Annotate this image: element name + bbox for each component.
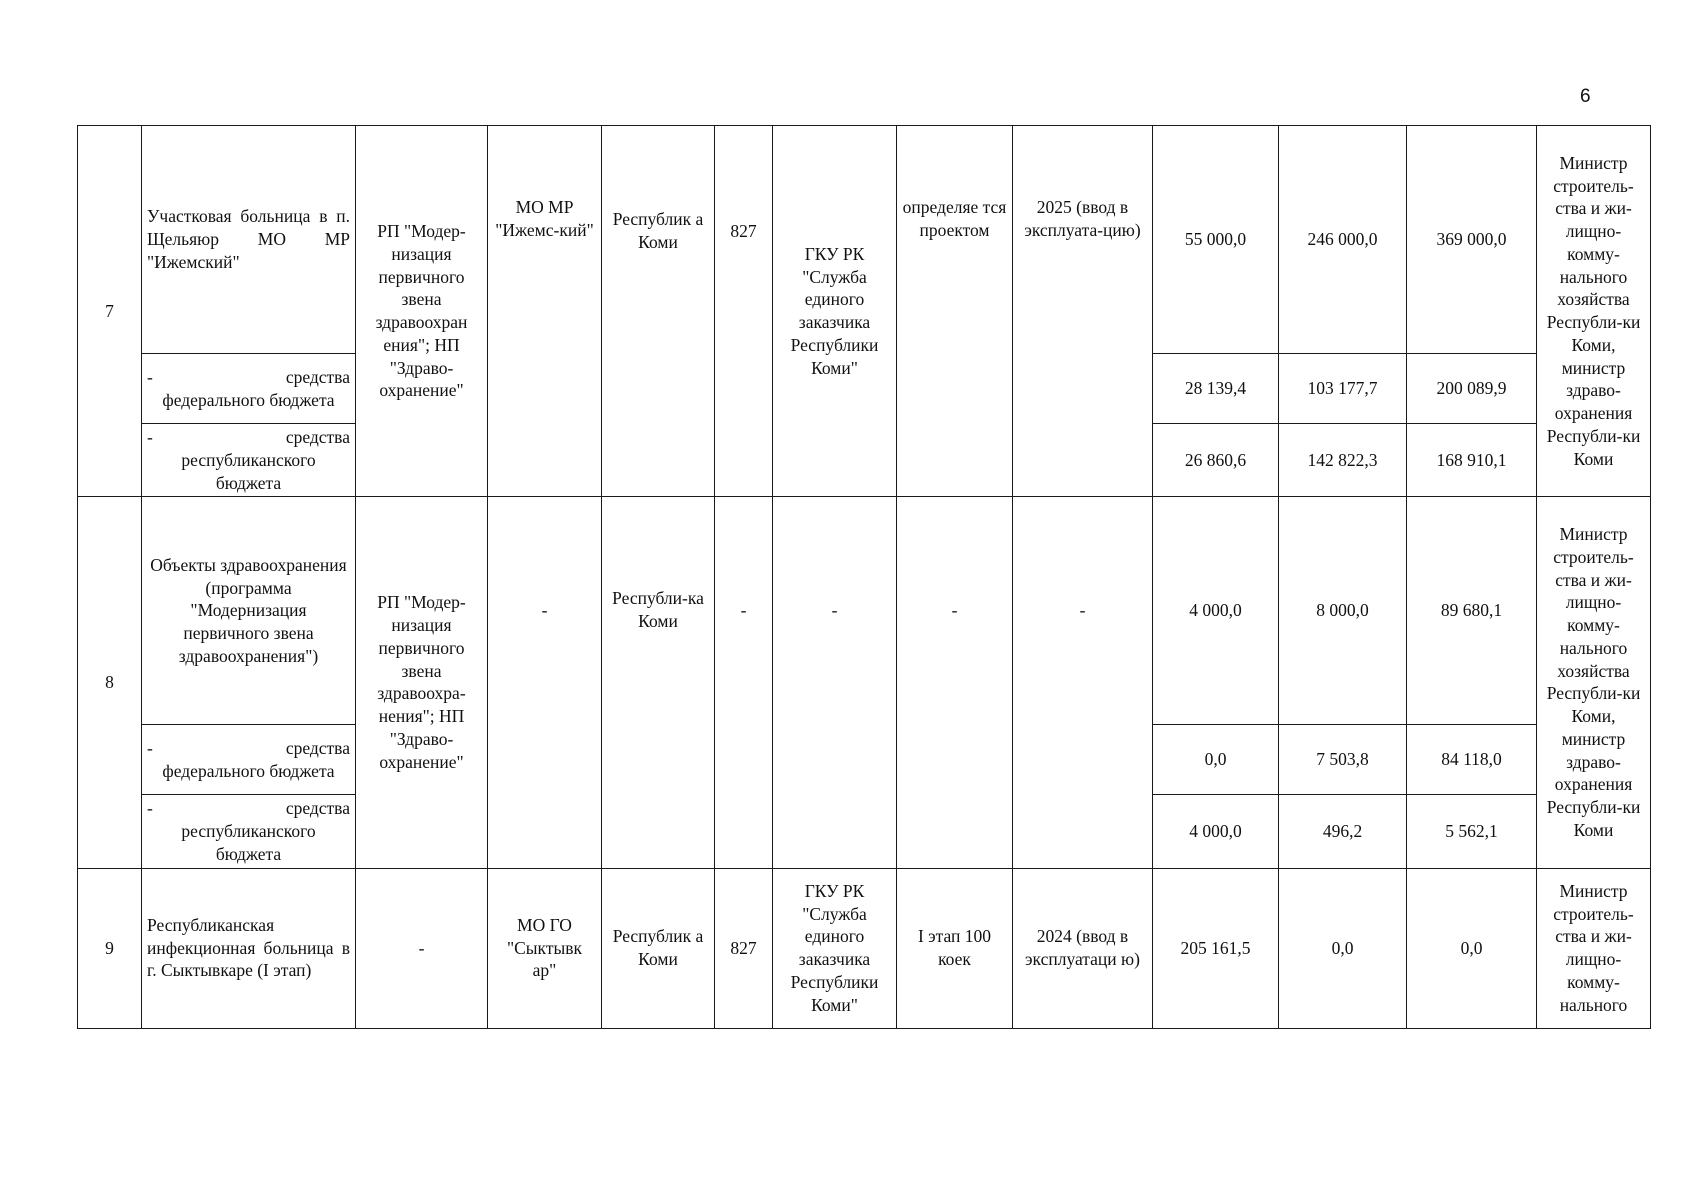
code-cell: 827 xyxy=(715,126,773,497)
project-cell: РП "Модер-низация первичного звена здравоохра-нения"; НП "Здраво-охранение" xyxy=(356,497,488,868)
republic-budget-label: - средства республиканского бюджета xyxy=(142,424,356,497)
row-number: 8 xyxy=(78,497,142,868)
amount-total-2: 0,0 xyxy=(1279,868,1407,1028)
page-number: 6 xyxy=(1580,86,1591,107)
ministry-cell: Министр строитель-ства и жи-лищно-комму-нального xyxy=(1537,868,1651,1028)
deadline-cell: 2025 (ввод в эксплуата-цию) xyxy=(1013,126,1153,497)
federal-budget-label: - средства федерального бюджета xyxy=(142,354,356,424)
investment-objects-table xyxy=(77,125,1651,1029)
customer-cell: - xyxy=(773,497,897,868)
object-name: Республиканская инфекционная больница в г. Сыктывкаре (I этап) xyxy=(142,868,356,1028)
municipality-cell: МО ГО "Сыктывк ар" xyxy=(488,868,602,1028)
capacity-cell: определяе тся проектом xyxy=(897,126,1013,497)
table-row xyxy=(78,126,1651,354)
amount-federal-3: 200 089,9 xyxy=(1407,354,1537,424)
deadline-cell: 2024 (ввод в эксплуатаци ю) xyxy=(1013,868,1153,1028)
municipality-cell: МО МР "Ижемс-кий" xyxy=(488,126,602,497)
project-cell: РП "Модер-низация первичного звена здравоохран ения"; НП "Здраво-охранение" xyxy=(356,126,488,497)
federal-budget-label: - средства федерального бюджета xyxy=(142,725,356,795)
amount-republic-2: 142 822,3 xyxy=(1279,424,1407,497)
ministry-cell: Министр строитель-ства и жи-лищно-комму-нального хозяйства Республи-ки Коми, министр здраво-охранения Республи-ки Коми xyxy=(1537,497,1651,868)
amount-federal-2: 7 503,8 xyxy=(1279,725,1407,795)
amount-total-1: 4 000,0 xyxy=(1153,497,1279,725)
code-cell: 827 xyxy=(715,868,773,1028)
object-name: Объекты здравоохранения (программа "Модернизация первичного звена здравоохранения") xyxy=(142,497,356,725)
capacity-cell: I этап 100 коек xyxy=(897,868,1013,1028)
ministry-cell: Министр строитель-ства и жи-лищно-комму-нального хозяйства Республи-ки Коми, министр здраво-охранения Республи-ки Коми xyxy=(1537,126,1651,497)
amount-total-3: 0,0 xyxy=(1407,868,1537,1028)
amount-total-1: 205 161,5 xyxy=(1153,868,1279,1028)
table-row xyxy=(78,868,1651,1028)
customer-cell: ГКУ РК "Служба единого заказчика Республики Коми" xyxy=(773,126,897,497)
amount-federal-3: 84 118,0 xyxy=(1407,725,1537,795)
amount-total-3: 369 000,0 xyxy=(1407,126,1537,354)
amount-total-2: 8 000,0 xyxy=(1279,497,1407,725)
republic-budget-label: - средства республиканского бюджета xyxy=(142,795,356,868)
amount-total-3: 89 680,1 xyxy=(1407,497,1537,725)
amount-republic-1: 4 000,0 xyxy=(1153,795,1279,868)
customer-cell: ГКУ РК "Служба единого заказчика Республики Коми" xyxy=(773,868,897,1028)
deadline-cell: - xyxy=(1013,497,1153,868)
capacity-cell: - xyxy=(897,497,1013,868)
amount-republic-3: 168 910,1 xyxy=(1407,424,1537,497)
project-cell: - xyxy=(356,868,488,1028)
amount-republic-3: 5 562,1 xyxy=(1407,795,1537,868)
row-number: 9 xyxy=(78,868,142,1028)
amount-total-2: 246 000,0 xyxy=(1279,126,1407,354)
object-name: Участковая больница в п. Щельяюр МО МР "Ижемский" xyxy=(142,126,356,354)
amount-total-1: 55 000,0 xyxy=(1153,126,1279,354)
region-cell: Республик а Коми xyxy=(602,868,715,1028)
row-number: 7 xyxy=(78,126,142,497)
amount-federal-2: 103 177,7 xyxy=(1279,354,1407,424)
amount-republic-2: 496,2 xyxy=(1279,795,1407,868)
table-row xyxy=(78,497,1651,725)
region-cell: Республи-ка Коми xyxy=(602,497,715,868)
region-cell: Республик а Коми xyxy=(602,126,715,497)
amount-republic-1: 26 860,6 xyxy=(1153,424,1279,497)
code-cell: - xyxy=(715,497,773,868)
amount-federal-1: 0,0 xyxy=(1153,725,1279,795)
municipality-cell: - xyxy=(488,497,602,868)
amount-federal-1: 28 139,4 xyxy=(1153,354,1279,424)
